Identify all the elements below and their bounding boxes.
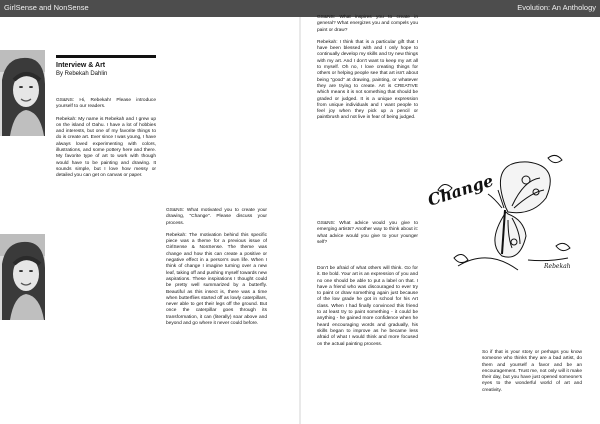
publication-name: GirlSense and NonSense: [4, 3, 89, 12]
page-gutter: [299, 17, 301, 424]
portrait-photo-top: [0, 50, 45, 136]
text-column-3-answer: [317, 266, 418, 354]
question-advice: GS&NS: What advice would you give to emerging artists? Another way to think about it: what advice would you give to your younger self?: [317, 221, 418, 245]
text-column-1: [56, 98, 156, 186]
page-header-bar: [0, 0, 600, 17]
title-rule: [56, 55, 156, 58]
portrait-photo-bottom: [0, 234, 45, 320]
article-title: Interview & Art: [56, 62, 106, 69]
artist-signature: Rebekah: [544, 263, 571, 270]
answer-inspiration: Rebekah: I think that is a particular gift that I have been blessed with and I only hope to continually develop my skills and try new things with my art. And I don't want to keep my art all to myself. Oh no, I love creating things for others or helping people see that art isn't about being "good" at drawing, painting, or whatever they are trying to create. Art is CREATIVE which means it is not something that should be graded or judged. It is a unique expression from unique individuals and I want people to feel joy when they pick up a pencil or paintbrush and not live in fear of being judged.: [317, 39, 418, 121]
closing-paragraph: So if that is your story or perhaps you know someone who thinks they are a bad artist, do them and yourself a favor and be an encouragement. Trust me, not only will it make their day, but you have just opened someone's eyes to the wonderful world of art and creativity.: [482, 350, 582, 393]
answer-advice: Don't be afraid of what others will think. Go for it. Be bold. Your art is an expression of you and no one should be able to put a label on that. I have a friend who was discouraged to ever try to paint or draw something again just because of the low grade he got in school for his Art class. When I had finally convinced this friend to at least try to paint something - it could be anything - he gained more confidence when he heard encouraging words and gradually, his skills began to improve as he became less afraid of what I would think and more focused on the actual painting process.: [317, 266, 418, 347]
answer-motivation: Rebekah: The motivation behind this specific piece was a theme for a previous issue of GirlSense & NonSense. The theme was change and how this can create a positive or negative effect in a person's own life. When I think of change I imagine turning over a new leaf, taking off and pushing myself towards new aspirations. These inspirations I thought could be pretty well summarized by a butterfly. Beautiful as this insect is, there was a time when butterflies started off as lowly caterpillars, never able to get their legs off the ground. But once the caterpillar goes through its transformation, it can (literally) soar above and beyond and go where it never could before.: [166, 232, 267, 327]
text-column-3: [317, 15, 418, 128]
text-column-4: [482, 350, 582, 400]
question-intro: GS&NS: Hi, Rebekah! Please introduce yourself to our readers.: [56, 98, 156, 110]
script-word: Change: [428, 170, 496, 210]
text-column-2: [166, 208, 267, 333]
answer-intro: Rebekah: My name is Rebekah and I grew up on the island of Oahu. I have a lot of hobbies and interests, but one of my favorite things to do is create art. Ever since I was young, I have always loved experimenting with colors, illustrations, and some pottery here and there. My favorite type of art to work with though would have to be painting and drawing. It sounds simple, but I love how messy or detailed you can get on canvas or paper.: [56, 116, 156, 179]
question-motivation: GS&NS: What motivated you to create your drawing, "Change". Please discuss your process.: [166, 208, 267, 226]
question-inspiration: GS&NS: What inspires you to create in general? What energizes you and compels you paint or draw?: [317, 15, 418, 33]
anthology-title: Evolution: An Anthology: [517, 3, 596, 12]
article-byline: By Rebekah Dahlin: [56, 71, 108, 77]
text-column-3-advice: [317, 221, 418, 252]
butterfly-drawing: [428, 150, 578, 275]
